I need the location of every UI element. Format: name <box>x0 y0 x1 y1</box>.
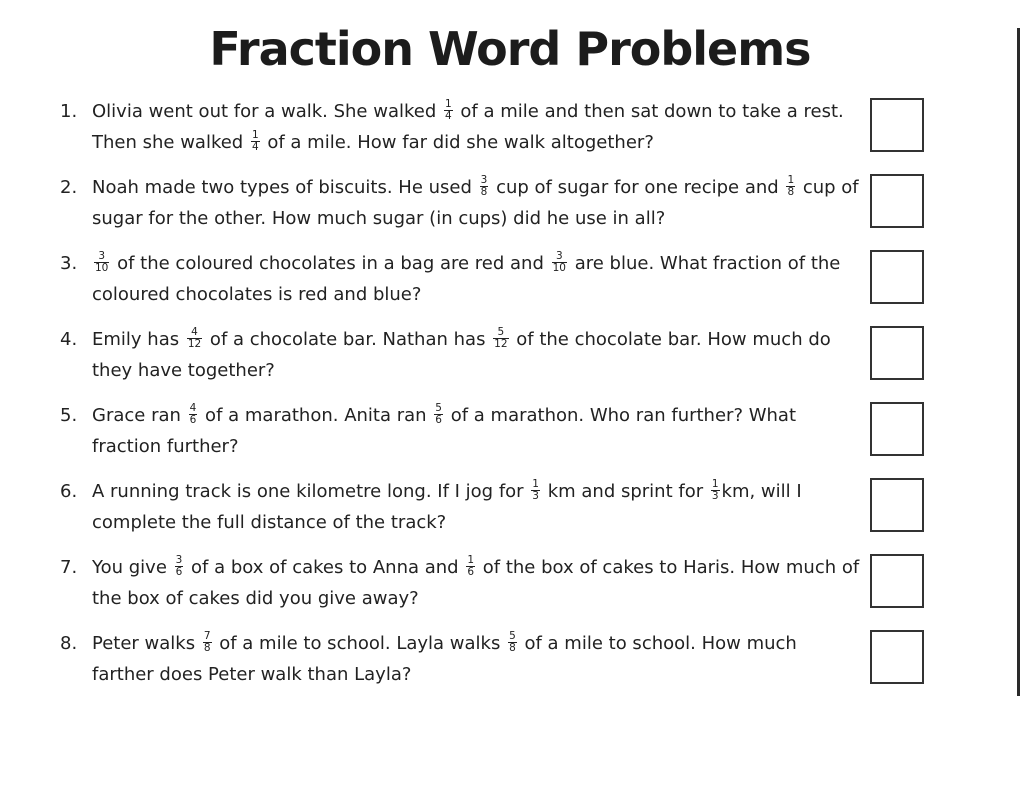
problem-text-segment: Peter walks <box>92 633 201 654</box>
fraction-numerator: 5 <box>509 629 516 642</box>
fraction-denominator: 8 <box>480 185 488 198</box>
problem-number: 1. <box>60 101 78 122</box>
problem-text-segment: of a marathon. Anita ran <box>199 405 433 426</box>
fraction-denominator: 10 <box>552 261 566 274</box>
page-title: Fraction Word Problems <box>209 22 811 76</box>
fraction-numerator: 3 <box>94 251 109 263</box>
fraction-denominator: 4 <box>251 140 259 153</box>
problem-text-segment: You give <box>92 557 173 578</box>
fraction <box>480 175 489 198</box>
problem-item <box>60 552 860 618</box>
fraction <box>434 403 443 426</box>
fraction-denominator: 8 <box>203 641 211 654</box>
problem-text-segment: of a mile and then sat down to take a rest. Then she walked <box>92 101 844 153</box>
fraction-numerator: 3 <box>175 553 183 566</box>
fraction-denominator: 6 <box>189 413 197 426</box>
fraction <box>251 130 260 153</box>
answer-box[interactable] <box>870 554 924 608</box>
fraction <box>711 479 720 502</box>
answer-box[interactable] <box>870 174 924 228</box>
problem-number: 8. <box>60 633 78 654</box>
problem-item <box>60 172 860 238</box>
fraction <box>786 175 795 198</box>
problem-text-segment: of a box of cakes to Anna and <box>185 557 465 578</box>
fraction-denominator: 12 <box>494 337 508 350</box>
problem-text-segment: A running track is one kilometre long. If I jog for <box>92 481 530 502</box>
problem-text <box>92 476 862 538</box>
problem-text-segment: km and sprint for <box>541 481 709 502</box>
fraction-denominator: 8 <box>787 185 795 198</box>
problem-text-segment: Emily has <box>92 329 185 350</box>
problem-text <box>92 552 862 614</box>
problem-text-segment: of the chocolate bar. How much do they have together? <box>92 329 831 381</box>
fraction <box>444 99 453 122</box>
problem-item <box>60 96 860 162</box>
fraction-denominator: 4 <box>445 109 452 122</box>
fraction-denominator: 8 <box>509 641 516 654</box>
page-edge-rule <box>1017 28 1020 696</box>
problem-text-segment: of a mile to school. Layla walks <box>213 633 507 654</box>
problem-number: 3. <box>60 253 78 274</box>
problem-text-segment: of a mile to school. How much farther does Peter walk than Layla? <box>92 633 797 685</box>
answer-box[interactable] <box>870 98 924 152</box>
fraction-denominator: 6 <box>175 565 183 578</box>
answer-box[interactable] <box>870 402 924 456</box>
problem-text-segment: of a marathon. Who ran further? What fraction further? <box>92 405 797 457</box>
fraction-numerator: 1 <box>711 477 719 490</box>
problem-text-segment: of the box of cakes to Haris. How much of the box of cakes did you give away? <box>92 557 860 609</box>
fraction <box>189 403 198 426</box>
problem-item <box>60 476 860 542</box>
problem-text <box>92 248 862 310</box>
problem-number: 7. <box>60 557 78 578</box>
fraction-numerator: 1 <box>445 97 452 110</box>
fraction-denominator: 10 <box>95 261 109 274</box>
problem-text-segment: cup of sugar for one recipe and <box>490 177 785 198</box>
problem-text-segment: Grace ran <box>92 405 187 426</box>
problem-text-segment: cup of sugar for the other. How much sugar (in cups) did he use in all? <box>92 177 859 229</box>
fraction <box>203 631 212 654</box>
problem-text-segment: are blue. What fraction of the coloured chocolates is red and blue? <box>92 253 841 305</box>
problem-text-segment: km, will I complete the full distance of the track? <box>92 481 802 533</box>
fraction-numerator: 5 <box>435 401 442 414</box>
fraction-numerator: 3 <box>552 251 567 263</box>
fraction <box>187 327 202 350</box>
fraction-denominator: 6 <box>467 565 475 578</box>
problem-text <box>92 324 862 386</box>
fraction-numerator: 1 <box>787 173 795 186</box>
problem-text <box>92 172 862 234</box>
answer-box[interactable] <box>870 478 924 532</box>
problem-number: 5. <box>60 405 78 426</box>
fraction-numerator: 7 <box>203 629 211 642</box>
fraction <box>531 479 540 502</box>
fraction <box>466 555 475 578</box>
problem-text-segment: of a chocolate bar. Nathan has <box>204 329 492 350</box>
problem-text-segment: of the coloured chocolates in a bag are red and <box>111 253 550 274</box>
fraction <box>508 631 517 654</box>
problem-number: 6. <box>60 481 78 502</box>
fraction <box>94 251 109 274</box>
fraction <box>552 251 567 274</box>
problem-number: 2. <box>60 177 78 198</box>
problem-number: 4. <box>60 329 78 350</box>
fraction-denominator: 6 <box>435 413 442 426</box>
problem-text <box>92 628 862 690</box>
fraction-numerator: 1 <box>467 553 475 566</box>
fraction-denominator: 3 <box>532 489 539 502</box>
fraction-denominator: 3 <box>711 489 719 502</box>
answer-box[interactable] <box>870 326 924 380</box>
fraction-numerator: 1 <box>532 477 539 490</box>
problem-text <box>92 96 862 158</box>
answer-box[interactable] <box>870 630 924 684</box>
problem-item <box>60 324 860 390</box>
fraction <box>493 327 508 350</box>
problem-text-segment: of a mile. How far did she walk altogether? <box>261 132 654 153</box>
fraction-numerator: 3 <box>480 173 488 186</box>
fraction-numerator: 5 <box>493 327 508 339</box>
problem-item <box>60 628 860 694</box>
problem-item <box>60 248 860 314</box>
fraction <box>175 555 184 578</box>
fraction-numerator: 4 <box>189 401 197 414</box>
problem-item <box>60 400 860 466</box>
fraction-numerator: 1 <box>251 128 259 141</box>
problem-text-segment: Olivia went out for a walk. She walked <box>92 101 442 122</box>
problem-text <box>92 400 862 462</box>
fraction-numerator: 4 <box>187 327 202 339</box>
answer-box[interactable] <box>870 250 924 304</box>
problem-text-segment: Noah made two types of biscuits. He used <box>92 177 478 198</box>
fraction-denominator: 12 <box>187 337 202 350</box>
